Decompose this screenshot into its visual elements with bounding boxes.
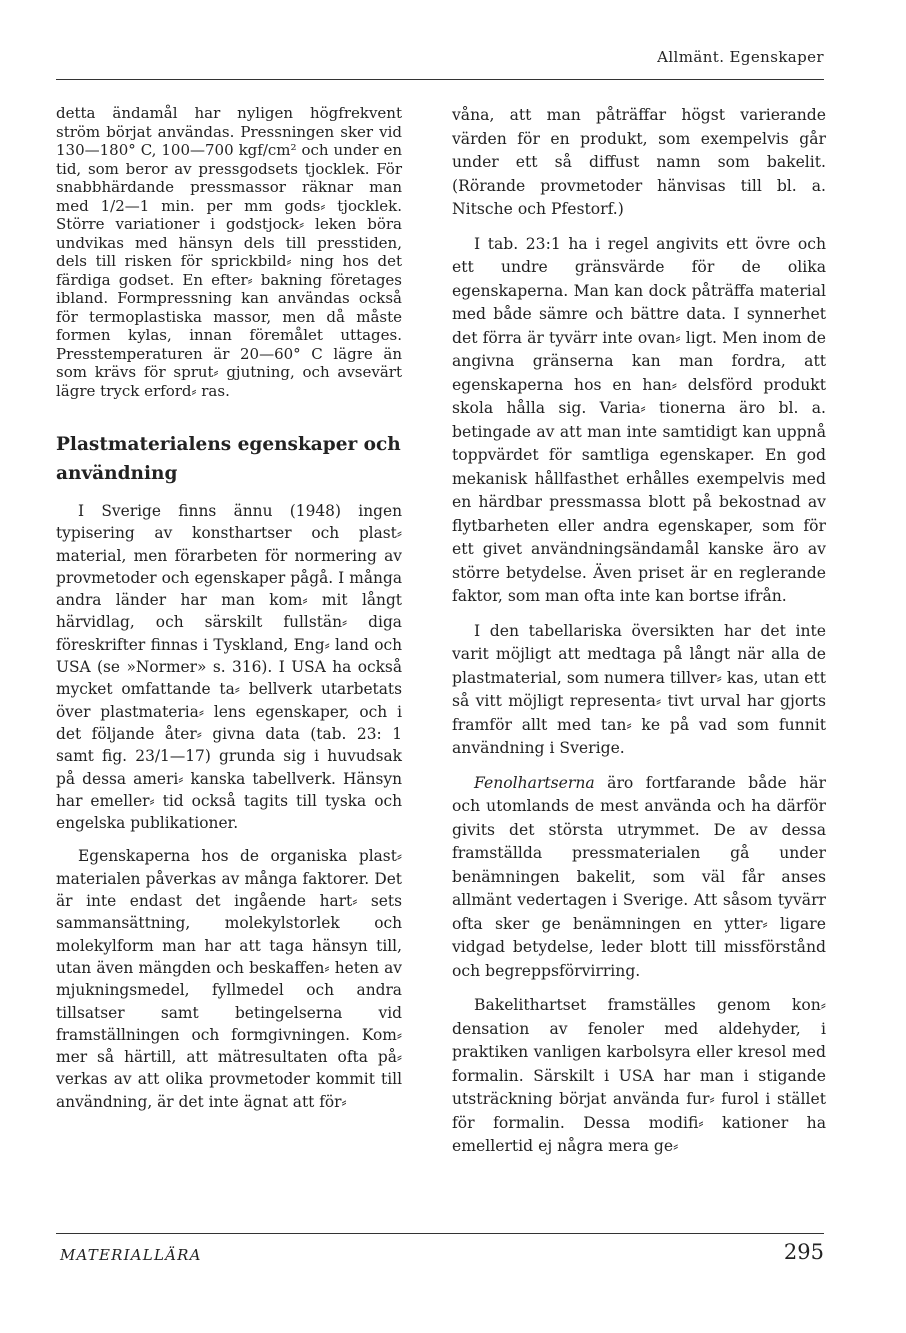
paragraph: Egenskaperna hos de organiska plast⸗ materialen påverkas av många faktorer. Det är inte endast det ingående hart⸗ sets sammansättning, molekylstorlek och molekylform man har att taga hänsyn till, utan även mängden och beskaffen⸗ heten av mjukningsmedel, fyllmedel och andra tillsatser samt betingelserna vid framställningen och formgivningen. Kom⸗ mer så härtill, att mätresultaten ofta på⸗ verkas av att olika provmetoder kommit till användning, är det inte ägnat att för⸗ (56, 847, 402, 1111)
paragraph: detta ändamål har nyligen högfrekvent ström börjat användas. Pressningen sker vid 130—180° C, 100—700 kgf/cm² och under en tid, som beror av pressgodsets tjocklek. För snabbhärdande pressmassor räknar man med 1/2—1 min. per mm gods⸗ tjocklek. Större variationer i godstjock⸗ leken böra undvikas med hänsyn dels till presstiden, dels till risken för sprickbild⸗ ning hos det färdiga godset. En efter⸗ bakning företages ibland. Formpressning kan användas också för termoplastiska massor, men då måste formen kylas, innan föremålet uttages. Presstemperaturen är 20—60° C lägre än som krävs för sprut⸗ gjutning, och avsevärt lägre tryck erford⸗ ras. (56, 104, 402, 400)
paragraph (452, 772, 826, 984)
left-column (56, 104, 402, 1124)
paragraph: Bakelithartset framställes genom kon⸗ densation av fenoler med aldehyder, i praktiken vanligen karbolsyra eller kresol med formalin. Särskilt i USA har man i stigande utsträckning börjat använda fur⸗ furol i stället för formalin. Dessa modifi⸗ kationer ha emellertid ej några mera ge⸗ (452, 996, 826, 1155)
right-column (452, 104, 826, 1170)
paragraph: I Sverige finns ännu (1948) ingen typisering av konsthartser och plast⸗ material, men förarbeten för normering av provmetoder och egenskaper pågå. I många andra länder har man kom⸗ mit långt härvidlag, och särskilt fullstän⸗ diga föreskrifter finnas i Tyskland, Eng⸗ land och USA (se »Normer» s. 316). I USA ha också mycket omfattande ta⸗ bellverk utarbetats över plastmateria⸗ lens egenskaper, och i det följande åter⸗ givna data (tab. 23: 1 samt fig. 23/1—17) grunda sig i huvudsak på dessa ameri⸗ kanska tabellverk. Hänsyn har emeller⸗ tid också tagits till tyska och engelska publikationer. (56, 502, 402, 833)
page-number: 295 (783, 1240, 824, 1264)
section-heading: Plastmaterialens egenskaper och användning (56, 434, 401, 484)
paragraph-text: äro fortfarande både här och utomlands de mest använda och ha därför givits det största utrymmet. De av dessa framställda pressmaterialen gå under benämningen bakelit, som väl får anses allmänt vedertagen i Sverige. Att såsom tyvärr ofta sker ge benämningen en ytter⸗ ligare vidgad betydelse, leder blott till missförstånd och begreppsförvirring. (452, 773, 826, 980)
italic-term: Fenolhartserna (474, 773, 595, 792)
running-head: Allmänt. Egenskaper (657, 48, 824, 66)
paragraph: I tab. 23:1 ha i regel angivits ett övre och ett undre gränsvärde för de olika egenskaperna. Man kan dock påträffa material med både sämre och bättre data. I synnerhet det förra är tyvärr inte ovan⸗ ligt. Men inom de angivna gränserna kan man fordra, att egenskaperna hos en han⸗ delsförd produkt skola hålla sig. Varia⸗ tionerna äro bl. a. betingade av att man inte samtidigt kan uppnå toppvärdet för samtliga egenskaper. En god mekanisk hållfasthet erhålles exempelvis med en härdbar pressmassa blott på bekostnad av flytbarheten eller andra egenskaper, som för ett givet användningsändamål kanske äro av större betydelse. Även priset är en reglerande faktor, som man ofta inte kan bortse ifrån. (452, 234, 826, 605)
paragraph: våna, att man påträffar högst varierande värden för en produkt, som exempelvis går under ett så diffust namn som bakelit. (Rörande provmetoder hänvisas till bl. a. Nitsche och Pfestorf.) (452, 106, 826, 218)
footer-rule (56, 1233, 824, 1234)
paragraph: I den tabellariska översikten har det inte varit möjligt att medtaga på långt när alla de plastmaterial, som numera tillver⸗ kas, utan ett så vitt möjligt representa⸗ tivt urval har gjorts framför allt med tan⸗ ke på vad som funnit användning i Sverige. (452, 621, 826, 757)
header-rule (56, 79, 824, 80)
book-title: MATERIALLÄRA (60, 1246, 202, 1264)
